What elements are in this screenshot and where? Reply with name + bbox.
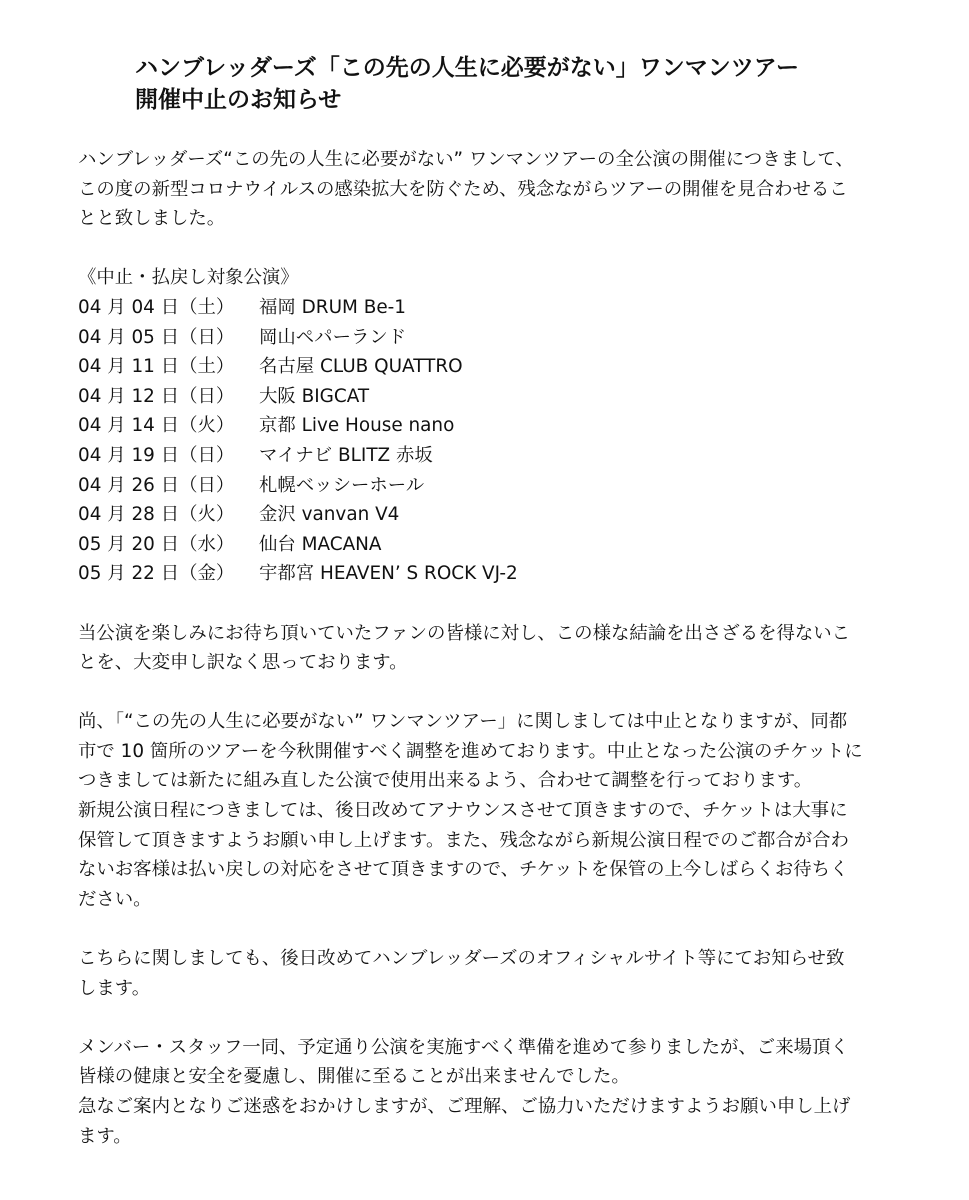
schedule-heading: 《中止・払戻し対象公演》	[78, 267, 299, 289]
show-row	[78, 559, 908, 589]
show-venue: 岡山ペパーランド	[259, 326, 407, 348]
notice-line: 市で 10 箇所のツアーを今秋開催すべく調整を進めております。中止となった公演のチケットに	[78, 740, 863, 762]
show-venue: 名古屋 CLUB QUATTRO	[259, 356, 463, 378]
show-venue: マイナビ BLITZ 赤坂	[259, 444, 433, 466]
closing-line: メンバー・スタッフ一同、予定通り公演を実施すべく準備を進めて参りましたが、ご来場頂く	[78, 1036, 849, 1058]
show-row	[78, 530, 908, 560]
closing-line: 急なご案内となりご迷惑をおかけしますが、ご理解、ご協力いただけますようお願い申し上げ	[78, 1096, 851, 1117]
show-venue: 京都 Live House nano	[259, 415, 455, 437]
cancelled-shows-list	[78, 263, 908, 589]
show-row	[78, 471, 908, 501]
show-row	[78, 382, 908, 412]
notice-line: つきましては新たに組み直した公演で使用出来るよう、合わせて調整を行っております。	[78, 770, 813, 792]
show-venue: 金沢 vanvan V4	[259, 504, 400, 526]
official-line: こちらに関しましても、後日改めてハンブレッダーズのオフィシャルサイト等にてお知らせ致	[78, 948, 845, 970]
title-line-2: 開催中止のお知らせ	[135, 87, 342, 113]
show-date: 04 月 19 日（日）	[78, 444, 235, 466]
show-row	[78, 323, 908, 353]
notice-line: ないお客様は払い戻しの対応をさせて頂きますので、チケットを保管の上今しばらくお待ちく	[78, 859, 849, 881]
intro-line: この度の新型コロナウイルスの感染拡大を防ぐため、残念ながらツアーの開催を見合わせるこ	[78, 178, 848, 200]
show-date: 04 月 12 日（日）	[78, 385, 235, 407]
notice-line: ださい。	[78, 888, 152, 910]
show-venue: 大阪 BIGCAT	[259, 385, 370, 407]
announcement-body	[78, 145, 908, 1181]
show-venue: 仙台 MACANA	[259, 533, 382, 555]
notice-line: 尚、「“この先の人生に必要がない” ワンマンツアー」に関しましては中止となりますが、同都	[78, 711, 848, 733]
show-date: 04 月 05 日（日）	[78, 326, 235, 348]
show-date: 04 月 28 日（火）	[78, 504, 235, 526]
show-venue: 宇都宮 HEAVEN’ S ROCK VJ-2	[259, 563, 518, 585]
show-row	[78, 352, 908, 382]
show-venue: 札幌ベッシーホール	[259, 474, 425, 496]
intro-line: とと致しました。	[78, 208, 226, 230]
show-date: 04 月 26 日（日）	[78, 474, 235, 496]
closing-paragraph	[78, 1033, 908, 1151]
official-site-paragraph	[78, 944, 908, 1003]
show-date: 05 月 22 日（金）	[78, 563, 235, 585]
official-line: します。	[78, 977, 151, 999]
intro-paragraph	[78, 145, 908, 234]
apology-line: 当公演を楽しみにお待ち頂いていたファンの皆様に対し、この様な結論を出さざるを得ないこ	[78, 622, 851, 644]
show-date: 05 月 20 日（水）	[78, 533, 235, 555]
apology-line: とを、大変申し訳なく思っております。	[78, 652, 408, 674]
page-title	[135, 52, 855, 116]
show-row	[78, 293, 908, 323]
notice-line: 保管して頂きますようお願い申し上げます。また、残念ながら新規公演日程でのご都合が合わ	[78, 829, 849, 851]
apology-paragraph	[78, 619, 908, 678]
rescheduling-notice-paragraph	[78, 707, 908, 914]
show-date: 04 月 11 日（土）	[78, 356, 235, 378]
show-venue: 福岡 DRUM Be-1	[259, 296, 407, 318]
show-row	[78, 441, 908, 471]
intro-line: ハンブレッダーズ“この先の人生に必要がない” ワンマンツアーの全公演の開催につきまして、	[78, 149, 854, 170]
notice-line: 新規公演日程につきましては、後日改めてアナウンスさせて頂きますので、チケットは大事に	[78, 800, 848, 822]
show-date: 04 月 14 日（火）	[78, 415, 235, 437]
show-date: 04 月 04 日（土）	[78, 296, 235, 318]
closing-line: 皆様の健康と安全を憂慮し、開催に至ることが出来ませんでした。	[78, 1066, 630, 1088]
title-line-1: ハンブレッダーズ「この先の人生に必要がない」ワンマンツアー	[135, 55, 800, 81]
show-row	[78, 500, 908, 530]
show-row	[78, 411, 908, 441]
closing-line: ます。	[78, 1125, 132, 1147]
